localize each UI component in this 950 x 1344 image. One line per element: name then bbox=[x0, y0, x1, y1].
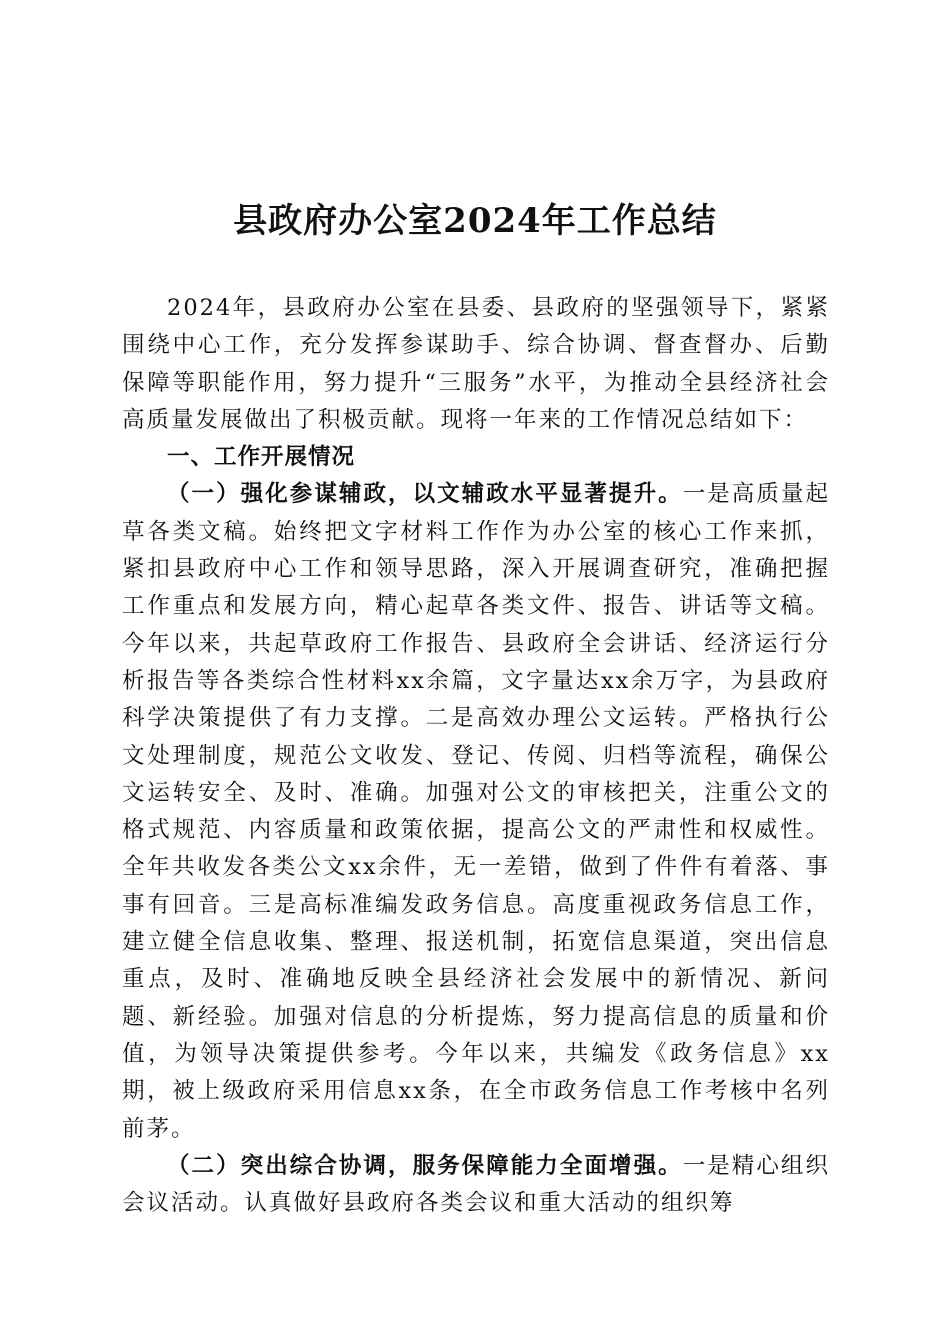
item-2-text: 一是精心组织会议活动。认真做好县政府各类会议和重大活动的组织筹 bbox=[122, 1152, 830, 1217]
item-2-lead: （二）突出综合协调，服务保障能力全面增强。 bbox=[167, 1152, 683, 1179]
item-2-paragraph bbox=[122, 1148, 830, 1223]
document-title: 县政府办公室2024年工作总结 bbox=[233, 201, 717, 241]
item-1-text: 一是高质量起草各类文稿。始终把文字材料工作作为办公室的核心工作来抓，紧扣县政府中心工作和领导思路，深入开展调查研究，准确把握工作重点和发展方向，精心起草各类文件、报告、讲话等文稿。今年以来，共起草政府工作报告、县政府全会讲话、经济运行分析报告等各类综合性材料xx余篇，文字量达xx余万字，为县政府科学决策提供了有力支撑。二是高效办理公文运转。严格执行公文处理制度，规范公文收发、登记、传阅、归档等流程，确保公文运转安全、及时、准确。加强对公文的审核把关，注重公文的格式规范、内容质量和政策依据，提高公文的严肃性和权威性。全年共收发各类公文xx余件，无一差错，做到了件件有着落、事事有回音。三是高标准编发政务信息。高度重视政务信息工作，建立健全信息收集、整理、报送机制，拓宽信息渠道，突出信息重点，及时、准确地反映全县经济社会发展中的新情况、新问题、新经验。加强对信息的分析提炼，努力提高信息的质量和价值，为领导决策提供参考。今年以来，共编发《政务信息》xx期，被上级政府采用信息xx条，在全市政务信息工作考核中名列前茅。 bbox=[122, 481, 830, 1142]
document-body bbox=[122, 290, 830, 1222]
intro-paragraph: 2024年，县政府办公室在县委、县政府的坚强领导下，紧紧围绕中心工作，充分发挥参谋助手、综合协调、督查督办、后勤保障等职能作用，努力提升“三服务”水平，为推动全县经济社会高质量发展做出了积极贡献。现将一年来的工作情况总结如下： bbox=[122, 295, 830, 433]
item-1-lead: （一）强化参谋辅政，以文辅政水平显著提升。 bbox=[167, 481, 683, 508]
section-heading: 一、工作开展情况 bbox=[167, 444, 356, 471]
item-1-paragraph bbox=[122, 476, 830, 1147]
